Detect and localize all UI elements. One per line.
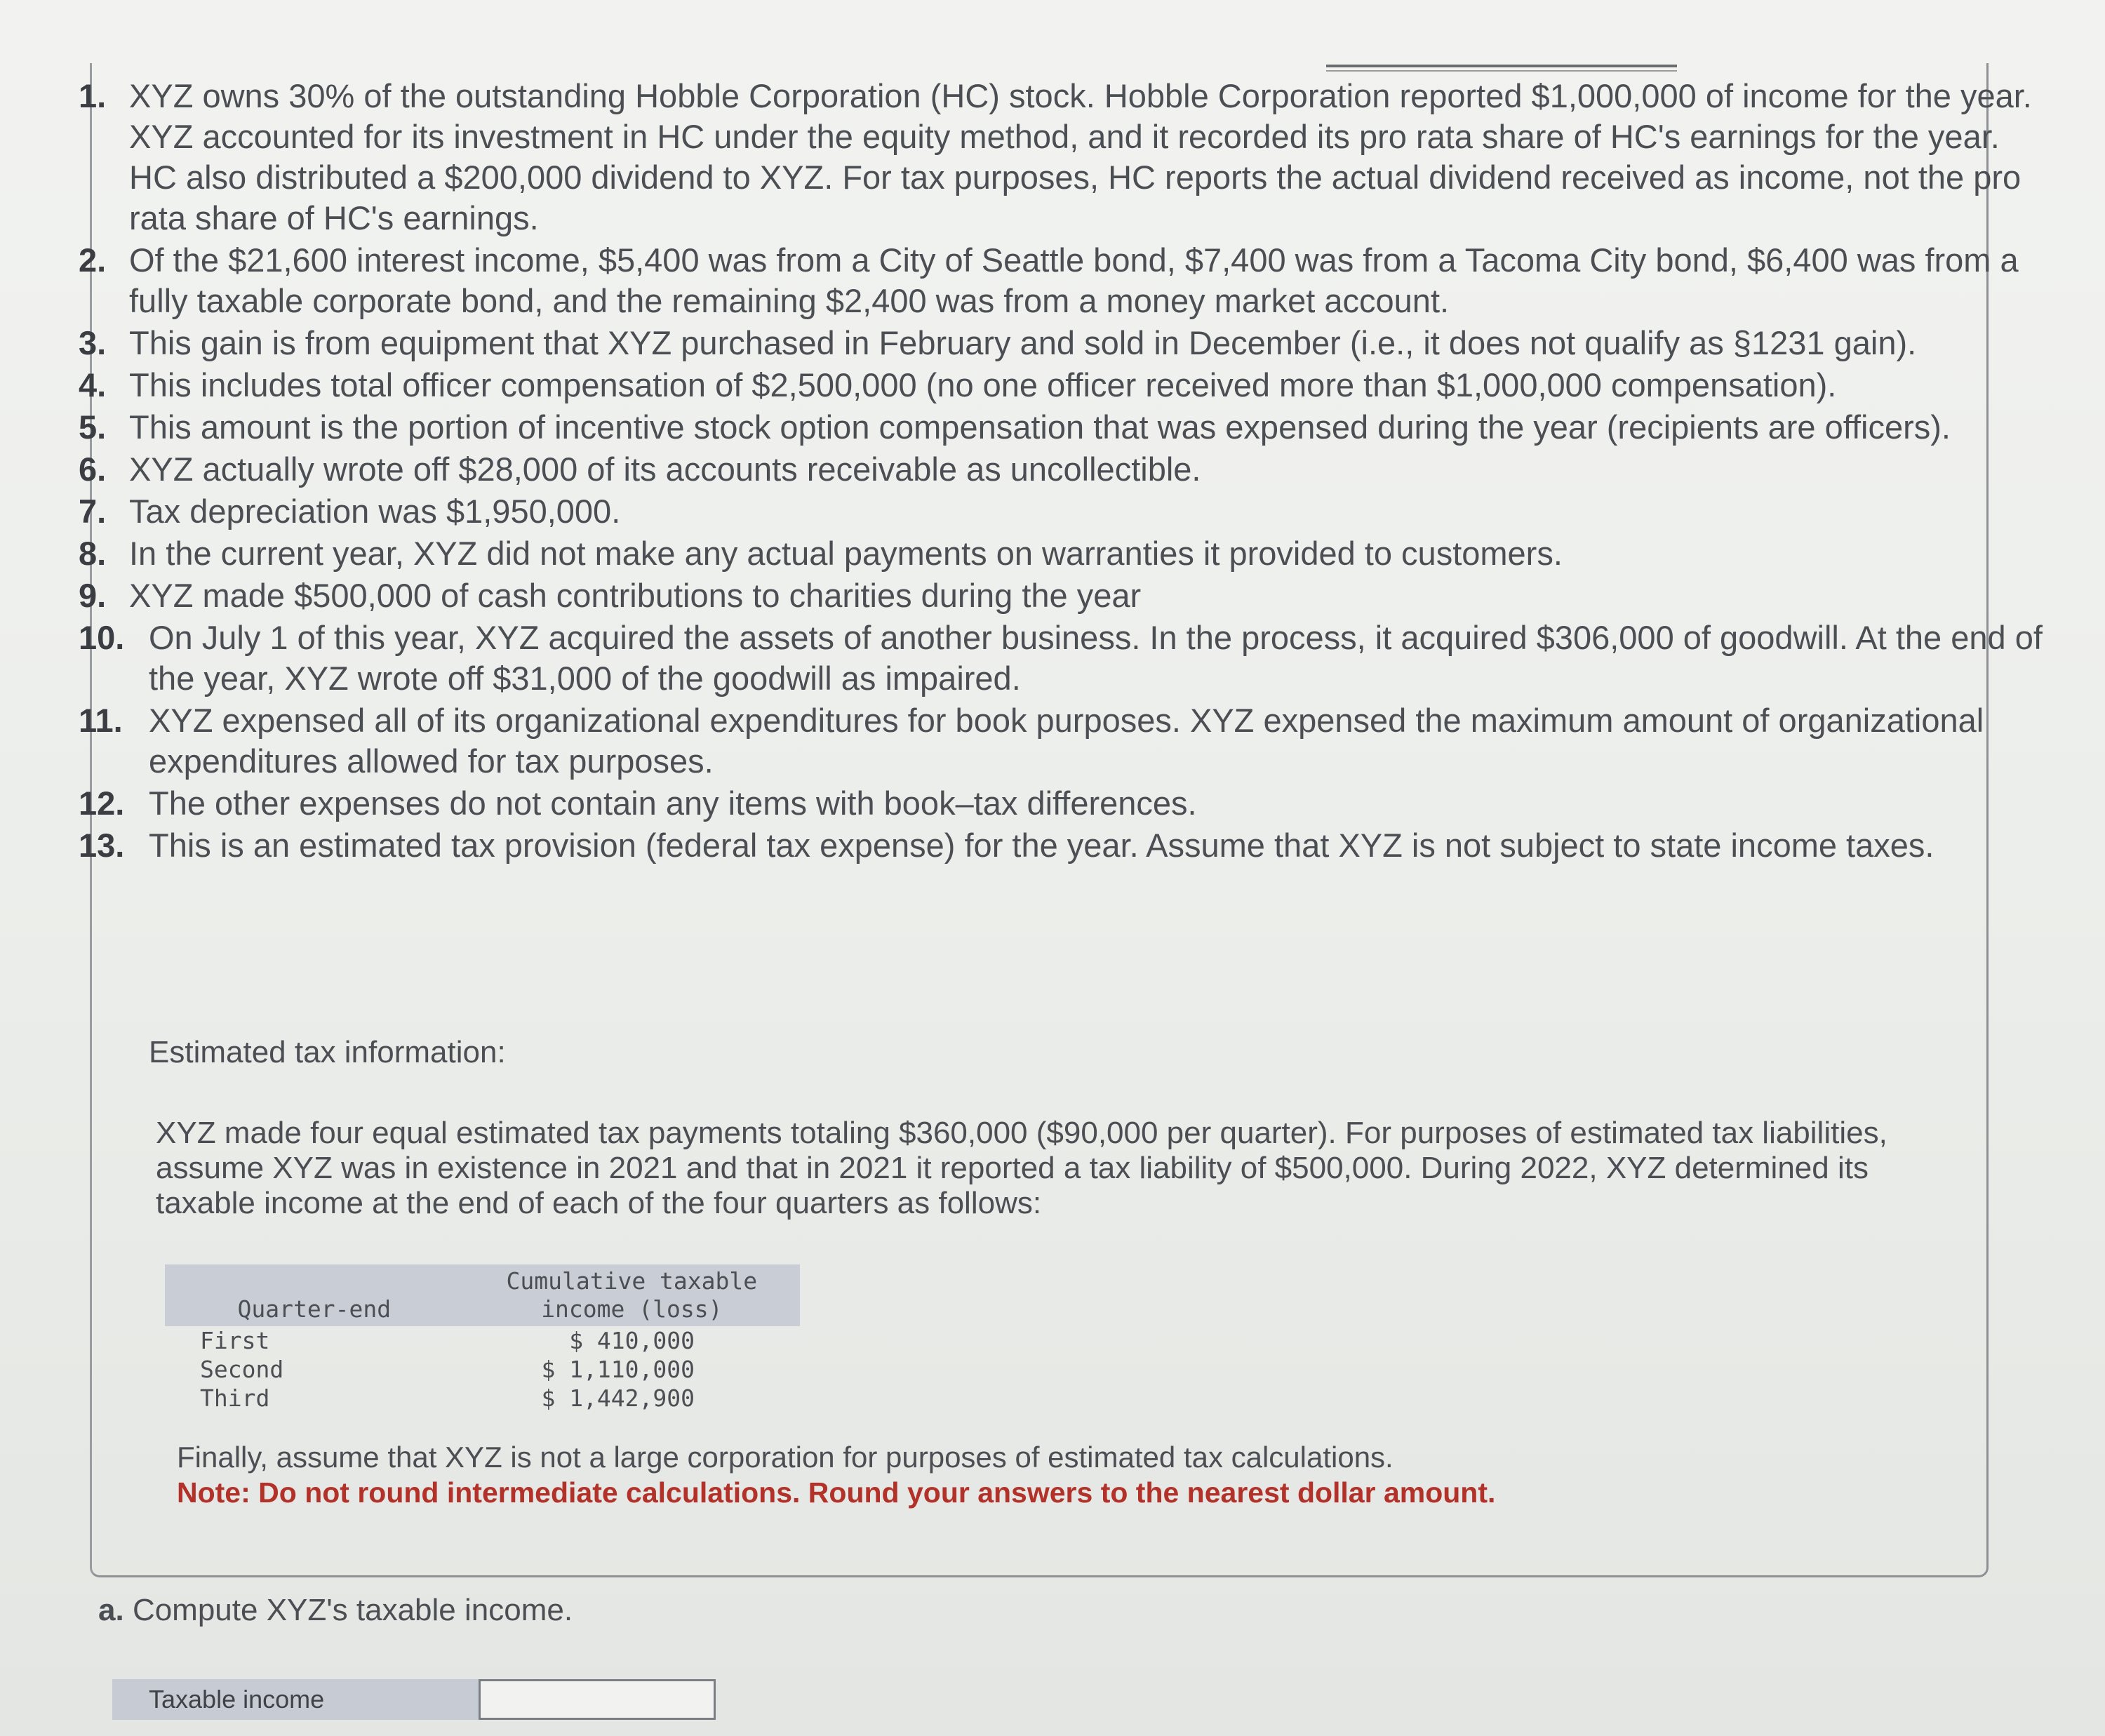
quarter-cell: Third <box>200 1384 270 1412</box>
rounding-note: Note: Do not round intermediate calculations. Round your answers to the nearest dollar amount. <box>177 1476 1496 1509</box>
income-cell: $ 1,442,900 <box>541 1384 695 1412</box>
footnote-text: In the current year, XYZ did not make any actual payments on warranties it provided to customers. <box>129 535 1563 572</box>
footnotes-list <box>79 76 2085 867</box>
footnote-13 <box>79 825 2085 866</box>
column-header-income-line2: income (loss) <box>541 1295 723 1323</box>
footnote-6 <box>79 449 2085 490</box>
footnote-7 <box>79 491 2085 532</box>
footnote-text: This is an estimated tax provision (federal tax expense) for the year. Assume that XYZ is not subject to state income taxes. <box>149 827 1934 864</box>
footnote-4 <box>79 365 2085 406</box>
footnote-5 <box>79 407 2085 448</box>
income-cell: $ 1,110,000 <box>541 1356 695 1383</box>
quarterly-income-table <box>165 1264 800 1413</box>
table-row <box>165 1355 800 1384</box>
footnote-9 <box>79 575 2085 616</box>
question-text: Compute XYZ's taxable income. <box>132 1593 573 1627</box>
question-a <box>98 1593 573 1628</box>
footnote-number: 8. <box>79 535 107 572</box>
quarter-cell: First <box>200 1327 270 1354</box>
footnote-text: This includes total officer compensation of $2,500,000 (no one officer received more than $1,000,000 compensation). <box>129 366 1837 403</box>
footnote-number: 2. <box>79 241 107 279</box>
final-assumption-text: Finally, assume that XYZ is not a large corporation for purposes of estimated tax calculations. <box>177 1441 1394 1474</box>
footnote-number: 13. <box>79 827 125 864</box>
column-header-quarter: Quarter-end <box>165 1264 464 1326</box>
footnote-text: XYZ expensed all of its organizational expenditures for book purposes. XYZ expensed the maximum amount of organizational expenditures allowed for tax purposes. <box>149 702 1984 780</box>
footnote-11 <box>79 700 2085 782</box>
estimated-tax-heading: Estimated tax information: <box>149 1035 506 1069</box>
taxable-income-row <box>112 1679 716 1720</box>
footnote-text: Of the $21,600 interest income, $5,400 was from a City of Seattle bond, $7,400 was from a Tacoma City bond, $6,400 was from a fully taxable corporate bond, and the remaining $2,400 was from a money market account. <box>129 241 2019 319</box>
footnote-text: The other expenses do not contain any items with book–tax differences. <box>149 784 1197 822</box>
footnote-text: On July 1 of this year, XYZ acquired the assets of another business. In the process, it acquired $306,000 of goodwill. At the end of the year, XYZ wrote off $31,000 of the goodwill as impaired. <box>149 619 2043 697</box>
footnote-12 <box>79 783 2085 824</box>
footnote-number: 3. <box>79 324 107 361</box>
quarter-cell: Second <box>200 1356 284 1383</box>
taxable-income-label: Taxable income <box>112 1679 479 1720</box>
estimated-tax-paragraph: XYZ made four equal estimated tax payments totaling $360,000 ($90,000 per quarter). For purposes of estimated tax liabilities, assume XYZ was in existence in 2021 and that in 2021 it reported a tax liability of $500,000. During 2022, XYZ determined its taxable income at the end of each of the four quarters as follows: <box>156 1116 1887 1220</box>
footnote-10 <box>79 617 2085 699</box>
table-row <box>165 1384 800 1413</box>
taxable-income-input[interactable] <box>479 1679 716 1720</box>
footnote-number: 1. <box>79 77 107 114</box>
footnote-3 <box>79 323 2085 363</box>
footnote-text: XYZ actually wrote off $28,000 of its accounts receivable as uncollectible. <box>129 450 1201 488</box>
footnote-text: XYZ made $500,000 of cash contributions to charities during the year <box>129 577 1142 614</box>
footnote-2 <box>79 240 2085 321</box>
footnote-number: 4. <box>79 366 107 403</box>
footnote-text: This amount is the portion of incentive stock option compensation that was expensed during the year (recipients are officers). <box>129 408 1951 446</box>
footnote-number: 9. <box>79 577 107 614</box>
table-row <box>165 1326 800 1355</box>
footnote-number: 11. <box>79 702 123 739</box>
footnote-number: 10. <box>79 619 125 656</box>
footnote-number: 6. <box>79 450 107 488</box>
footnote-number: 5. <box>79 408 107 446</box>
footnote-text: This gain is from equipment that XYZ purchased in February and sold in December (i.e., it does not qualify as §1231 gain). <box>129 324 1917 361</box>
income-cell: $ 410,000 <box>569 1327 695 1354</box>
table-header-row <box>165 1264 800 1326</box>
column-header-income <box>464 1264 800 1326</box>
footnote-1 <box>79 76 2085 239</box>
footnote-number: 7. <box>79 493 107 530</box>
footnote-text: Tax depreciation was $1,950,000. <box>129 493 621 530</box>
footnote-text: XYZ owns 30% of the outstanding Hobble Corporation (HC) stock. Hobble Corporation reported $1,000,000 of income for the year. XYZ accounted for its investment in HC under the equity method, and it recorded its pro rata share of HC's earnings for the year. HC also distributed a $200,000 dividend to XYZ. For tax purposes, HC reports the actual dividend received as income, not the pro rata share of HC's earnings. <box>129 77 2032 236</box>
footnote-number: 12. <box>79 784 125 822</box>
column-header-income-line1: Cumulative taxable <box>506 1267 758 1295</box>
question-letter: a. <box>98 1593 124 1627</box>
final-assumption <box>177 1440 1931 1510</box>
footnote-8 <box>79 533 2085 574</box>
